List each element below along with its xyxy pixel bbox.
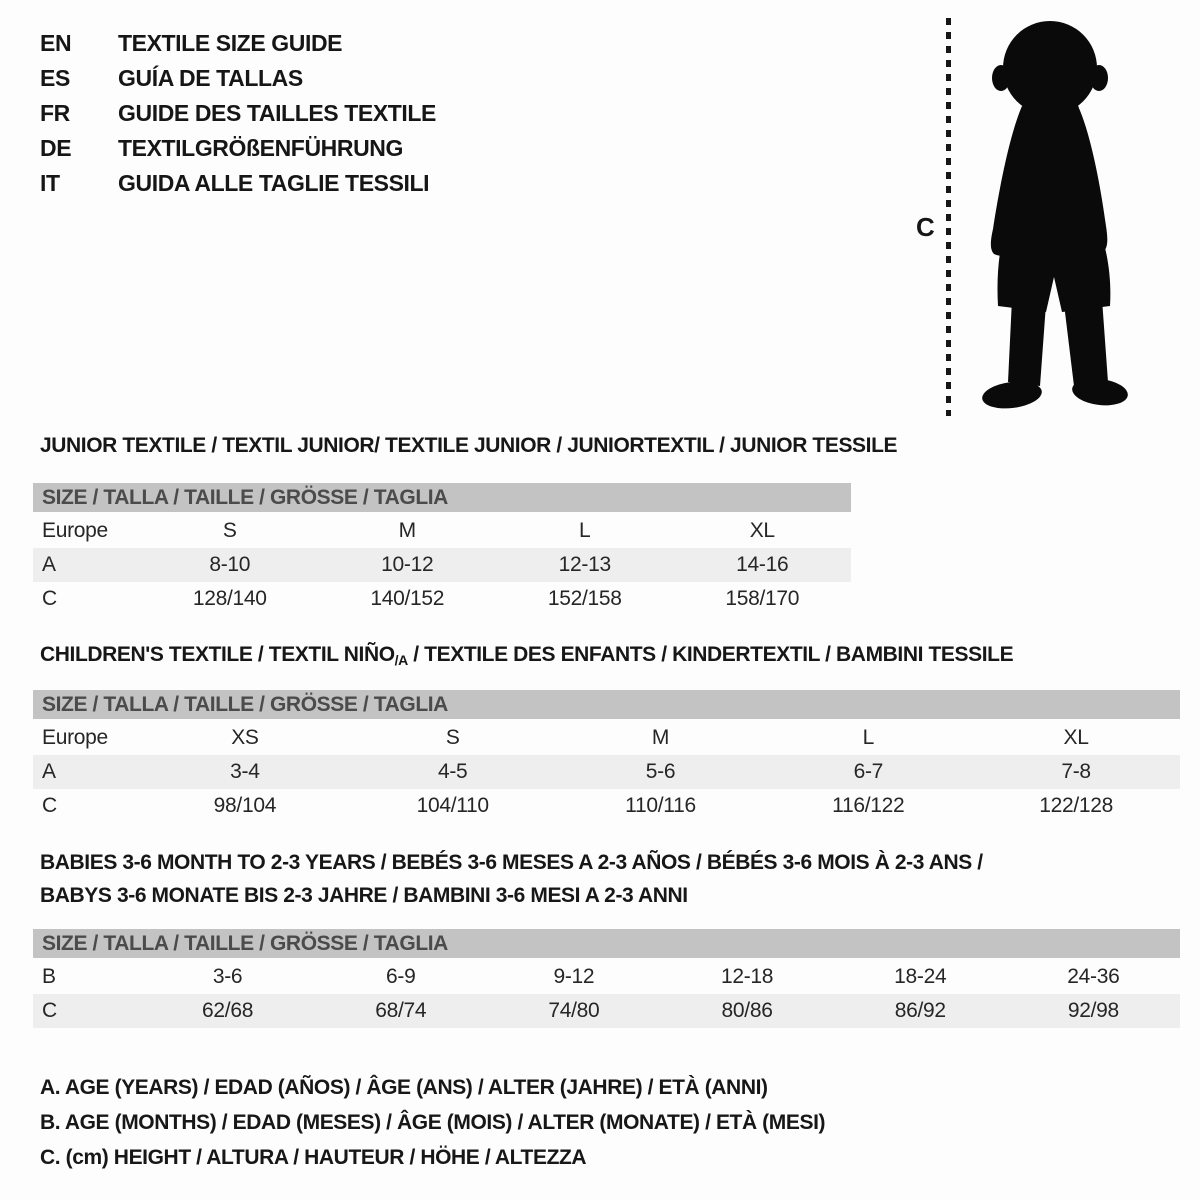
language-title: GUÍA DE TALLAS [118,65,303,91]
table-cell: 9-12 [553,965,595,988]
table-cell: 68/74 [375,999,427,1022]
height-measure-label: C [916,212,935,242]
children-section-title [40,643,1013,668]
table-cell: 10-12 [381,553,434,576]
language-title: GUIDE DES TAILLES TEXTILE [118,100,436,126]
table-cell: 128/140 [192,587,267,610]
table-row [33,994,1180,1028]
table-row [33,721,1180,755]
table-cell: M [651,726,670,749]
children-title-subscript: /A [394,652,408,668]
table-cell: L [579,519,591,542]
language-code: IT [40,170,60,196]
language-row [40,61,436,96]
table-row [33,789,1180,823]
language-row [40,96,436,131]
table-cell: XS [231,726,259,749]
row-label: C [42,794,57,817]
table-cell: 158/170 [725,587,800,610]
table-cell: 12-18 [720,965,774,988]
size-header-bar: SIZE / TALLA / TAILLE / GRÖSSE / TAGLIA [33,929,1180,958]
table-cell: S [222,519,237,542]
size-header-bar: SIZE / TALLA / TAILLE / GRÖSSE / TAGLIA [33,690,1180,719]
babies-title-line-2: BABYS 3-6 MONATE BIS 2-3 JAHRE / BAMBINI 3-6 MESI A 2-3 ANNI [40,884,688,907]
table-cell: 104/110 [416,794,489,817]
table-cell: 6-9 [386,965,416,988]
language-title-list [40,26,436,201]
language-code: EN [40,30,72,56]
language-title: TEXTILGRÖßENFÜHRUNG [118,135,403,161]
size-header-bar: SIZE / TALLA / TAILLE / GRÖSSE / TAGLIA [33,483,851,512]
row-label: Europe [42,519,108,542]
table-cell: 7-8 [1061,760,1091,783]
table-cell: 5-6 [645,760,676,783]
table-cell: M [398,519,416,542]
language-code: ES [40,65,70,91]
table-cell: 86/92 [894,999,946,1022]
junior-size-table [33,483,851,616]
table-cell: 140/152 [370,587,445,610]
toddler-silhouette-icon [962,14,1137,419]
table-cell: 14-16 [736,553,789,576]
table-cell: 74/80 [548,999,600,1022]
row-label: A [42,553,56,576]
row-label: C [42,999,57,1022]
table-cell: XL [1063,726,1089,749]
table-cell: 8-10 [209,553,251,576]
table-cell: 62/68 [202,999,254,1022]
row-label: C [42,587,57,610]
legend-notes [40,1070,825,1175]
table-cell: 116/122 [832,794,905,817]
table-cell: 3-4 [230,760,260,783]
table-cell: 98/104 [213,794,277,817]
table-cell: 80/86 [721,999,773,1022]
table-cell: 24-36 [1067,965,1120,988]
table-row [33,548,851,582]
children-title-rest: / TEXTILE DES ENFANTS / KINDERTEXTIL / BAMBINI TESSILE [407,643,1014,666]
row-label: B [42,965,56,988]
table-cell: 152/158 [547,587,622,610]
table-cell: S [445,726,460,749]
language-code: FR [40,100,70,126]
table-cell: L [862,726,874,749]
table-cell: 92/98 [1067,999,1119,1022]
note-age-years: A. AGE (YEARS) / EDAD (AÑOS) / ÂGE (ANS) / ALTER (JAHRE) / ETÀ (ANNI) [40,1076,768,1099]
language-row [40,26,436,61]
table-row [33,755,1180,789]
children-size-table [33,690,1180,823]
language-title: TEXTILE SIZE GUIDE [118,30,343,56]
language-row [40,131,436,166]
language-row [40,166,436,201]
table-cell: 122/128 [1039,794,1113,817]
table-cell: 110/116 [625,794,696,817]
children-title-main: CHILDREN'S TEXTILE / TEXTIL NIÑO [40,643,395,666]
table-cell: 12-13 [558,553,611,576]
language-title: GUIDA ALLE TAGLIE TESSILI [118,170,430,196]
row-label: A [42,760,56,783]
table-cell: 6-7 [853,760,884,783]
table-row [33,960,1180,994]
note-height-cm: C. (cm) HEIGHT / ALTURA / HAUTEUR / HÖHE / ALTEZZA [40,1146,587,1169]
table-row [33,514,851,548]
row-label: Europe [42,726,108,749]
table-cell: XL [749,519,775,542]
table-cell: 4-5 [437,760,468,783]
babies-title-line-1: BABIES 3-6 MONTH TO 2-3 YEARS / BEBÉS 3-6 MESES A 2-3 AÑOS / BÉBÉS 3-6 MOIS À 2-3 ANS / [40,851,983,874]
table-row [33,582,851,616]
height-measure-dashed-line [946,18,951,416]
table-cell: 3-6 [212,965,243,988]
language-code: DE [40,135,72,161]
note-age-months: B. AGE (MONTHS) / EDAD (MESES) / ÂGE (MOIS) / ALTER (MONATE) / ETÀ (MESI) [40,1111,826,1134]
babies-size-table [33,929,1180,1028]
table-cell: 18-24 [894,965,947,988]
babies-section-title [40,846,983,912]
junior-section-title: JUNIOR TEXTILE / TEXTIL JUNIOR/ TEXTILE JUNIOR / JUNIORTEXTIL / JUNIOR TESSILE [40,434,898,457]
